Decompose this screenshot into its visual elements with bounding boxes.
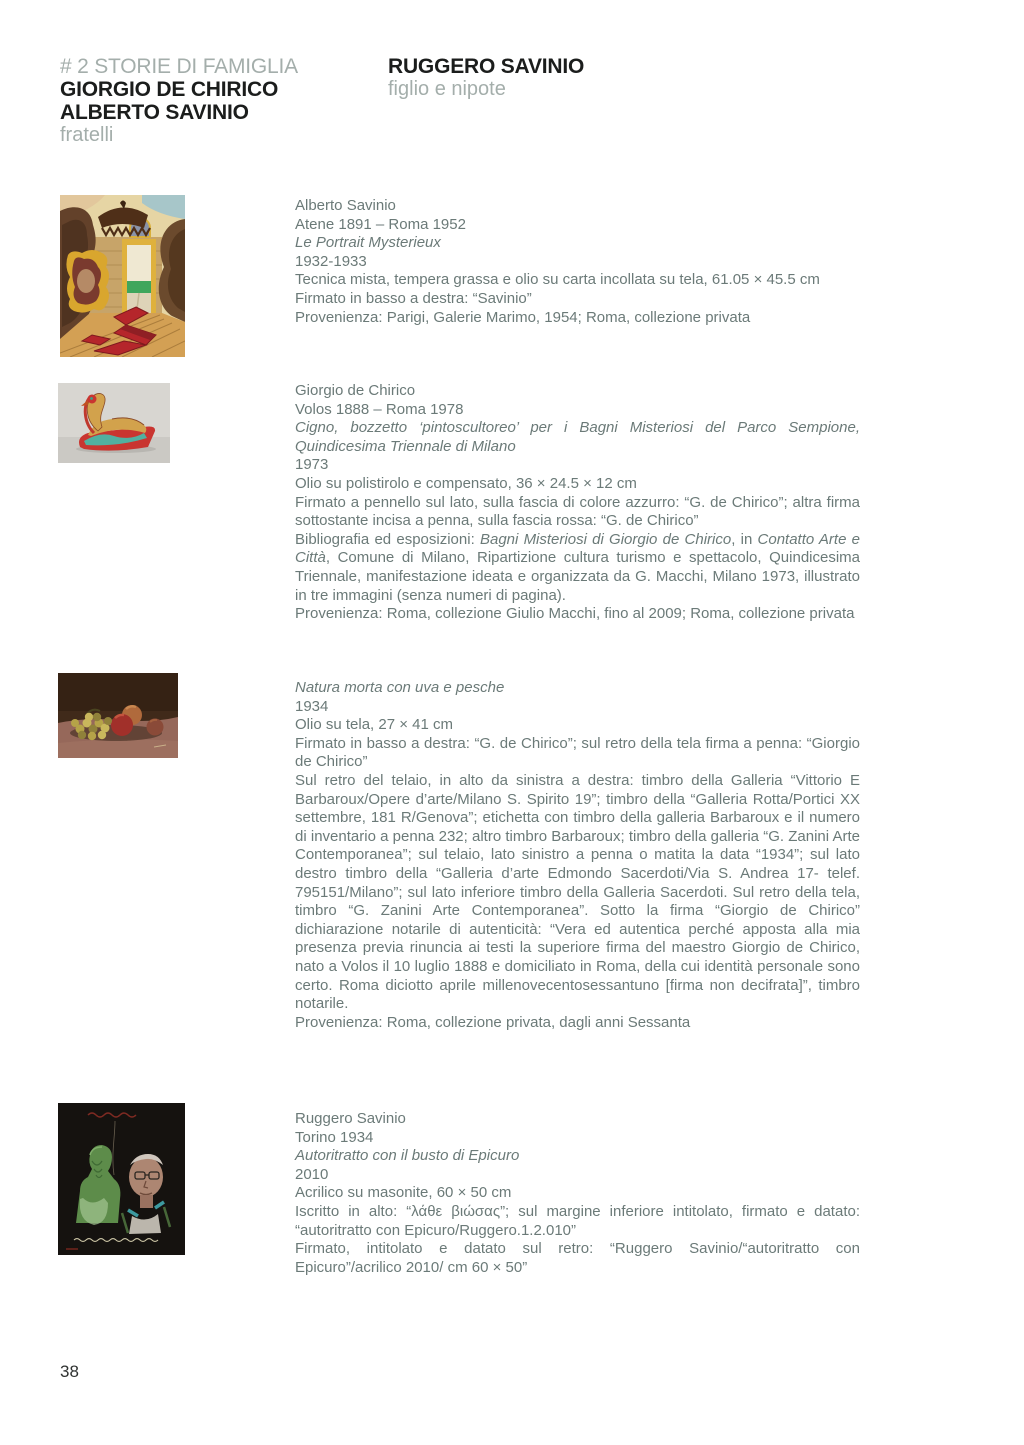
artwork-inscription: Iscritto in alto: “λάθε βιώσας”; sul margine inferiore intitolato, firmato e datato: “autoritratto con Epicuro/Ruggero.1.2.010” [295, 1202, 860, 1239]
artwork-signature: Firmato in basso a destra: “G. de Chirico”; sul retro della tela firma a penna: “Giorgio de Chirico” [295, 734, 860, 771]
artwork-title: Cigno, bozzetto ‘pintoscultoreo’ per i Bagni Misteriosi del Parco Sempione, Quindicesima Triennale di Milano [295, 419, 860, 455]
artwork-title: Natura morta con uva e pesche [295, 679, 505, 696]
artwork-date: 1934 [295, 697, 329, 715]
header-artist-giorgio-de-chirico: GIORGIO DE CHIRICO [60, 78, 279, 101]
painting-image [58, 1103, 185, 1255]
header-relation-figlio-e-nipote: figlio e nipote [388, 78, 506, 100]
header-artist-ruggero-savinio: RUGGERO SAVINIO [388, 55, 585, 78]
artwork-technique: Acrilico su masonite, 60 × 50 cm [295, 1184, 512, 1202]
header-relation-fratelli: fratelli [60, 124, 114, 146]
artwork-provenance: Provenienza: Roma, collezione privata, dagli anni Sessanta [295, 1013, 691, 1031]
artist-name: Alberto Savinio [295, 197, 396, 214]
bibliography-cited-title: Contatto Arte e Città [295, 530, 860, 567]
artist-dates: Atene 1891 – Roma 1952 [295, 215, 466, 233]
artwork-description: Sul retro del telaio, in alto da sinistra a destra: timbro della Galleria “Vittorio E Barbaroux/Opere d’arte/Milano S. Spirito 19”; timbro della “Galleria Rotta/Portici XX settembre, 181 R/Genova”; etichetta con timbro della galleria Barbaroux e il numero di inventario a penna 232; altro timbro Barbaroux; timbro della galleria “G. Zanini Arte Contemporanea”; sul telaio, lato sinistro a penna o matita la data “1934”; sul lato destro timbro della “Galleria d’arte Edmondo Sacerdoti/Via S. Andrea 17- telef. 795151/Milano”; sul lato inferiore timbro della Galleria Sacerdoti. Sul retro della tela, timbro “G. Zanini Arte Contemporanea”. Sotto la firma “Giorgio de Chirico” dichiarazione notarile di autenticità: “Vera ed autentica perché apposta alla mia presenza previa rinuncia ai testi la superiore firma del maestro Giorgio de Chirico, nato a Volos il 10 luglio 1888 e domiciliato in Roma, della cui identità personale sono certo. Roma diciotto aprile millenovecentosessantuno [firma non decifrata]”, timbro notarile. [295, 771, 860, 1013]
artwork-provenance: Provenienza: Roma, collezione Giulio Macchi, fino al 2009; Roma, collezione privata [295, 605, 855, 623]
artwork-caption [295, 1110, 860, 1277]
artwork-signature: Firmato, intitolato e datato sul retro: “Ruggero Savinio/“autoritratto con Epicuro”/acrilico 2010/ cm 60 × 50” [295, 1240, 860, 1276]
artwork-date: 2010 [295, 1165, 329, 1183]
autoritratto-epicuro-thumbnail [58, 1103, 185, 1255]
bibliography-text: Bibliografia ed esposizioni: [295, 530, 480, 548]
artist-dates: Torino 1934 [295, 1128, 374, 1146]
artist-name: Ruggero Savinio [295, 1110, 406, 1127]
artist-dates: Volos 1888 – Roma 1978 [295, 400, 464, 418]
header-artist-alberto-savinio: ALBERTO SAVINIO [60, 101, 249, 124]
series-title: # 2 STORIE DI FAMIGLIA [60, 55, 298, 78]
artwork-technique: Tecnica mista, tempera grassa e olio su carta incollata su tela, 61.05 × 45.5 cm [295, 271, 820, 289]
artwork-technique: Olio su polistirolo e compensato, 36 × 24.5 × 12 cm [295, 474, 637, 492]
artwork-title: Le Portrait Mysterieux [295, 234, 441, 252]
artwork-title: Autoritratto con il busto di Epicuro [295, 1147, 520, 1165]
artwork-date: 1932-1933 [295, 252, 367, 270]
artwork-technique: Olio su tela, 27 × 41 cm [295, 716, 453, 734]
bibliography-text: , Comune di Milano, Ripartizione cultura turismo e spettacolo, Quindicesima Triennale, manifestazione ideata e organizzata da G. Macchi, Milano 1973, illustrato in tre immagini (senza numeri di pagina). [295, 549, 860, 604]
bibliography-text: , in [731, 530, 758, 548]
artist-name: Giorgio de Chirico [295, 382, 416, 399]
artwork-date: 1973 [295, 456, 329, 474]
bibliography-cited-title: Bagni Misteriosi di Giorgio de Chirico [479, 530, 732, 548]
page-number: 38 [60, 1362, 79, 1381]
artwork-signature: Firmato in basso a destra: “Savinio” [295, 289, 532, 307]
artwork-signature: Firmato a pennello sul lato, sulla fascia di colore azzurro: “G. de Chirico”; altra firma sottostante incisa a penna, sulla fascia rossa: “G. de Chirico” [295, 493, 860, 530]
artwork-provenance: Provenienza: Parigi, Galerie Marimo, 1954; Roma, collezione privata [295, 308, 751, 326]
